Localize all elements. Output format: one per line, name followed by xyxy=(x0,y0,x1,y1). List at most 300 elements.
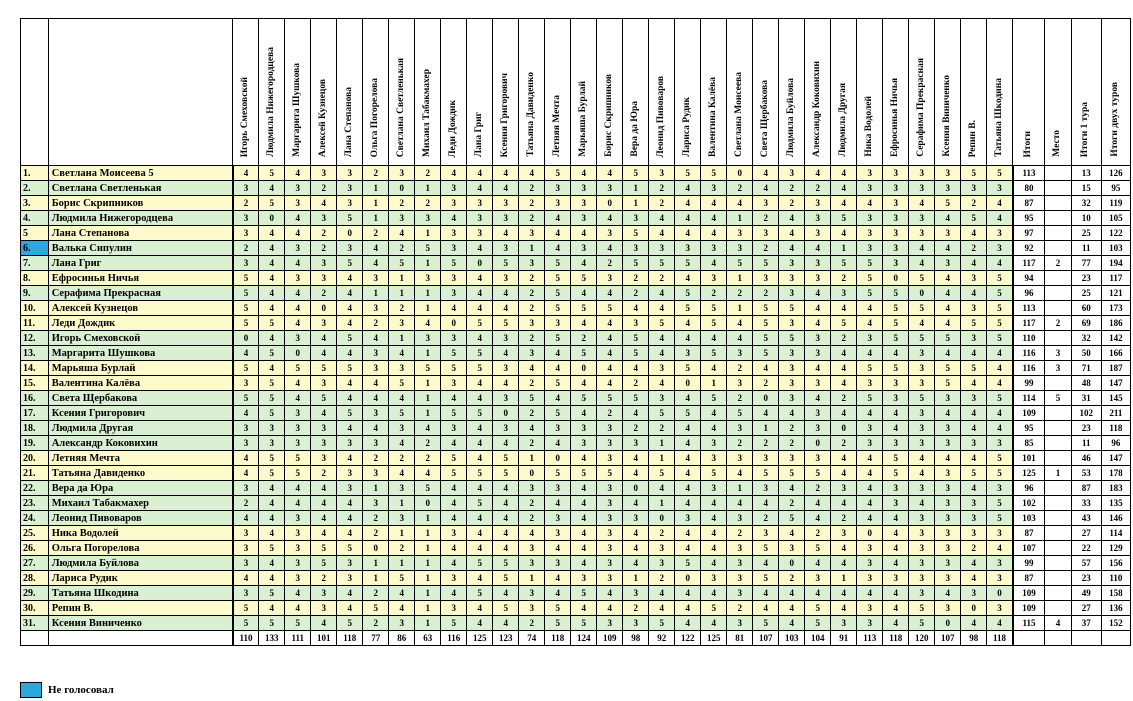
round1-total-cell: 46 xyxy=(1071,451,1101,466)
score-cell: 3 xyxy=(545,511,571,526)
score-cell: 5 xyxy=(493,451,519,466)
table-row xyxy=(21,211,1131,226)
score-cell: 3 xyxy=(857,226,883,241)
score-cell: 4 xyxy=(363,331,389,346)
score-cell: 5 xyxy=(987,391,1013,406)
score-cell: 4 xyxy=(909,196,935,211)
score-cell: 2 xyxy=(363,451,389,466)
score-cell: 5 xyxy=(441,616,467,631)
row-number: 7. xyxy=(21,256,49,271)
total-cell: 110 xyxy=(1013,331,1045,346)
score-cell: 4 xyxy=(259,526,285,541)
score-cell: 5 xyxy=(675,286,701,301)
score-cell: 4 xyxy=(259,601,285,616)
score-cell: 3 xyxy=(779,166,805,181)
two-round-total-cell: 135 xyxy=(1101,496,1130,511)
score-cell: 4 xyxy=(779,241,805,256)
score-cell: 3 xyxy=(961,331,987,346)
score-cell: 4 xyxy=(467,436,493,451)
score-cell: 3 xyxy=(753,481,779,496)
score-cell: 2 xyxy=(519,181,545,196)
score-cell: 5 xyxy=(259,541,285,556)
score-cell: 4 xyxy=(233,466,259,481)
score-cell: 4 xyxy=(493,436,519,451)
score-cell: 4 xyxy=(753,166,779,181)
score-cell: 2 xyxy=(363,526,389,541)
score-cell: 5 xyxy=(831,256,857,271)
score-cell: 5 xyxy=(753,316,779,331)
score-cell: 1 xyxy=(519,571,545,586)
score-cell: 3 xyxy=(883,196,909,211)
score-cell: 3 xyxy=(597,481,623,496)
score-cell: 4 xyxy=(571,481,597,496)
score-cell: 5 xyxy=(675,361,701,376)
score-cell: 4 xyxy=(571,256,597,271)
score-cell: 3 xyxy=(805,406,831,421)
round1-total-cell: 25 xyxy=(1071,286,1101,301)
score-cell: 2 xyxy=(389,541,415,556)
participant-name: Ефросинья Ничья xyxy=(48,271,233,286)
score-cell: 4 xyxy=(779,616,805,631)
row-number: 4. xyxy=(21,211,49,226)
score-cell: 4 xyxy=(987,616,1013,631)
score-cell: 4 xyxy=(831,181,857,196)
column-total-cell: 74 xyxy=(519,631,545,646)
two-round-total-cell: 152 xyxy=(1101,616,1130,631)
score-cell: 5 xyxy=(441,451,467,466)
score-cell: 4 xyxy=(701,406,727,421)
score-cell: 3 xyxy=(857,436,883,451)
score-cell: 4 xyxy=(467,541,493,556)
score-cell: 3 xyxy=(805,376,831,391)
score-cell: 5 xyxy=(493,601,519,616)
score-cell: 1 xyxy=(389,286,415,301)
score-cell: 3 xyxy=(311,256,337,271)
two-round-total-cell: 183 xyxy=(1101,481,1130,496)
score-cell: 4 xyxy=(467,271,493,286)
score-cell: 3 xyxy=(779,391,805,406)
score-cell: 4 xyxy=(805,556,831,571)
score-cell: 4 xyxy=(285,256,311,271)
score-cell: 5 xyxy=(649,406,675,421)
score-cell: 5 xyxy=(935,331,961,346)
score-cell: 3 xyxy=(519,346,545,361)
table-row xyxy=(21,571,1131,586)
score-cell: 4 xyxy=(727,496,753,511)
score-cell: 4 xyxy=(441,301,467,316)
score-cell: 4 xyxy=(571,406,597,421)
column-total-cell: 98 xyxy=(623,631,649,646)
score-cell: 1 xyxy=(727,271,753,286)
score-cell: 3 xyxy=(233,556,259,571)
score-cell: 3 xyxy=(935,166,961,181)
score-cell: 4 xyxy=(831,466,857,481)
score-cell: 3 xyxy=(363,271,389,286)
legend-label: Не голосовал xyxy=(48,684,114,696)
score-cell: 3 xyxy=(311,271,337,286)
place-cell xyxy=(1045,286,1072,301)
score-cell: 5 xyxy=(883,331,909,346)
score-cell: 4 xyxy=(597,286,623,301)
score-cell: 4 xyxy=(597,331,623,346)
score-cell: 4 xyxy=(597,376,623,391)
score-cell: 4 xyxy=(311,616,337,631)
column-header xyxy=(233,19,259,166)
score-cell: 3 xyxy=(961,301,987,316)
score-cell: 4 xyxy=(753,406,779,421)
place-cell xyxy=(1045,436,1072,451)
score-cell: 3 xyxy=(415,211,441,226)
round1-total-cell: 23 xyxy=(1071,571,1101,586)
score-cell: 3 xyxy=(233,541,259,556)
score-cell: 5 xyxy=(623,346,649,361)
score-cell: 4 xyxy=(545,496,571,511)
score-cell: 3 xyxy=(519,226,545,241)
score-cell: 2 xyxy=(311,571,337,586)
score-cell: 4 xyxy=(259,271,285,286)
score-cell: 3 xyxy=(597,526,623,541)
score-cell: 5 xyxy=(623,331,649,346)
score-cell: 0 xyxy=(259,211,285,226)
score-cell: 1 xyxy=(415,556,441,571)
score-cell: 5 xyxy=(337,616,363,631)
score-cell: 4 xyxy=(467,526,493,541)
score-cell: 3 xyxy=(519,601,545,616)
column-total-cell: 120 xyxy=(909,631,935,646)
score-cell: 1 xyxy=(415,391,441,406)
total-cell: 95 xyxy=(1013,421,1045,436)
column-total-cell: 107 xyxy=(935,631,961,646)
score-cell: 5 xyxy=(987,511,1013,526)
column-total-cell: 123 xyxy=(493,631,519,646)
score-cell: 4 xyxy=(649,211,675,226)
score-cell: 4 xyxy=(831,301,857,316)
score-cell: 0 xyxy=(545,451,571,466)
score-cell: 2 xyxy=(311,181,337,196)
score-cell: 3 xyxy=(779,271,805,286)
score-cell: 4 xyxy=(493,586,519,601)
row-number: 14. xyxy=(21,361,49,376)
score-cell: 1 xyxy=(363,556,389,571)
score-cell: 4 xyxy=(753,496,779,511)
score-cell: 3 xyxy=(311,601,337,616)
score-cell: 4 xyxy=(675,226,701,241)
score-cell: 3 xyxy=(623,511,649,526)
round1-total-cell: 50 xyxy=(1071,346,1101,361)
score-cell: 3 xyxy=(935,466,961,481)
score-cell: 4 xyxy=(961,346,987,361)
score-cell: 3 xyxy=(597,181,623,196)
score-cell: 2 xyxy=(779,196,805,211)
place-cell xyxy=(1045,571,1072,586)
score-cell: 3 xyxy=(961,271,987,286)
score-cell: 2 xyxy=(753,376,779,391)
two-round-total-cell: 122 xyxy=(1101,226,1130,241)
score-cell: 4 xyxy=(675,391,701,406)
header-row xyxy=(21,19,1131,166)
score-cell: 3 xyxy=(389,211,415,226)
score-cell: 4 xyxy=(467,301,493,316)
score-cell: 3 xyxy=(935,571,961,586)
score-cell: 4 xyxy=(467,166,493,181)
two-round-total-cell: 147 xyxy=(1101,376,1130,391)
score-cell: 5 xyxy=(675,406,701,421)
two-round-total-cell: 158 xyxy=(1101,586,1130,601)
score-cell: 5 xyxy=(675,301,701,316)
score-cell: 3 xyxy=(571,571,597,586)
score-cell: 4 xyxy=(363,421,389,436)
score-cell: 5 xyxy=(285,466,311,481)
column-header xyxy=(441,19,467,166)
score-cell: 4 xyxy=(545,226,571,241)
score-cell: 4 xyxy=(675,436,701,451)
score-cell: 0 xyxy=(649,511,675,526)
column-header-label: Алексей Кузнецов xyxy=(317,78,328,157)
score-cell: 3 xyxy=(857,211,883,226)
score-cell: 4 xyxy=(883,346,909,361)
score-cell: 3 xyxy=(597,451,623,466)
score-cell: 3 xyxy=(519,586,545,601)
score-cell: 4 xyxy=(649,286,675,301)
score-cell: 3 xyxy=(831,481,857,496)
two-round-total-cell: 117 xyxy=(1101,271,1130,286)
score-cell: 2 xyxy=(727,391,753,406)
score-cell: 3 xyxy=(883,211,909,226)
score-cell: 4 xyxy=(467,571,493,586)
score-cell: 3 xyxy=(987,571,1013,586)
score-cell: 5 xyxy=(623,391,649,406)
score-cell: 3 xyxy=(805,211,831,226)
round1-total-cell: 10 xyxy=(1071,211,1101,226)
score-cell: 4 xyxy=(831,556,857,571)
score-cell: 3 xyxy=(727,376,753,391)
score-cell: 4 xyxy=(779,586,805,601)
score-cell: 4 xyxy=(909,256,935,271)
score-cell: 3 xyxy=(311,421,337,436)
score-cell: 4 xyxy=(597,586,623,601)
score-cell: 4 xyxy=(701,361,727,376)
score-cell: 4 xyxy=(493,346,519,361)
score-cell: 3 xyxy=(909,436,935,451)
table-row xyxy=(21,241,1131,256)
total-cell: 116 xyxy=(1013,346,1045,361)
place-cell xyxy=(1045,301,1072,316)
score-cell: 0 xyxy=(909,286,935,301)
participant-name: Светлана Моисеева 5 xyxy=(48,166,233,181)
score-cell: 4 xyxy=(701,256,727,271)
score-cell: 4 xyxy=(467,421,493,436)
score-cell: 3 xyxy=(753,196,779,211)
round1-total-cell: 23 xyxy=(1071,271,1101,286)
round1-total-cell: 15 xyxy=(1071,181,1101,196)
score-cell: 4 xyxy=(675,331,701,346)
score-cell: 4 xyxy=(779,526,805,541)
score-cell: 4 xyxy=(571,451,597,466)
score-cell: 2 xyxy=(519,496,545,511)
score-cell: 4 xyxy=(467,511,493,526)
score-cell: 4 xyxy=(675,181,701,196)
score-cell: 3 xyxy=(545,181,571,196)
score-cell: 4 xyxy=(779,211,805,226)
table-body xyxy=(21,166,1131,646)
participant-name: Марьяша Бурлай xyxy=(48,361,233,376)
score-cell: 3 xyxy=(909,571,935,586)
score-cell: 3 xyxy=(701,271,727,286)
score-cell: 2 xyxy=(831,436,857,451)
score-cell: 2 xyxy=(389,196,415,211)
score-cell: 2 xyxy=(753,241,779,256)
summary-header xyxy=(1101,19,1130,166)
score-cell: 2 xyxy=(311,241,337,256)
score-cell: 4 xyxy=(961,571,987,586)
score-cell: 4 xyxy=(389,346,415,361)
score-cell: 2 xyxy=(727,601,753,616)
score-cell: 4 xyxy=(935,346,961,361)
score-cell: 3 xyxy=(597,541,623,556)
score-cell: 1 xyxy=(415,571,441,586)
column-header-label: Ксения Виниченко xyxy=(941,75,952,157)
score-cell: 4 xyxy=(285,166,311,181)
score-cell: 4 xyxy=(649,601,675,616)
score-cell: 4 xyxy=(259,286,285,301)
score-cell: 5 xyxy=(259,451,285,466)
score-cell: 5 xyxy=(493,556,519,571)
score-cell: 5 xyxy=(363,601,389,616)
score-cell: 0 xyxy=(285,346,311,361)
score-cell: 4 xyxy=(831,406,857,421)
score-cell: 4 xyxy=(857,496,883,511)
score-cell: 4 xyxy=(363,241,389,256)
empty-cell xyxy=(1071,631,1101,646)
score-cell: 3 xyxy=(493,361,519,376)
participant-name: Людмила Буйлова xyxy=(48,556,233,571)
score-cell: 3 xyxy=(727,346,753,361)
score-cell: 4 xyxy=(597,316,623,331)
score-cell: 3 xyxy=(805,421,831,436)
place-cell xyxy=(1045,181,1072,196)
score-cell: 2 xyxy=(623,601,649,616)
place-cell xyxy=(1045,241,1072,256)
score-cell: 3 xyxy=(441,286,467,301)
score-cell: 3 xyxy=(701,481,727,496)
column-header xyxy=(259,19,285,166)
score-cell: 3 xyxy=(883,496,909,511)
row-number: 3. xyxy=(21,196,49,211)
score-cell: 4 xyxy=(233,406,259,421)
column-total-cell: 122 xyxy=(675,631,701,646)
place-cell xyxy=(1045,211,1072,226)
column-header-label: Леонид Пивоваров xyxy=(655,75,666,157)
score-cell: 5 xyxy=(415,241,441,256)
score-cell: 4 xyxy=(779,226,805,241)
score-cell: 4 xyxy=(857,301,883,316)
score-cell: 4 xyxy=(467,241,493,256)
row-number: 16. xyxy=(21,391,49,406)
score-cell: 4 xyxy=(831,166,857,181)
score-cell: 5 xyxy=(857,256,883,271)
score-cell: 0 xyxy=(831,421,857,436)
participant-name: Ника Водолей xyxy=(48,526,233,541)
score-cell: 4 xyxy=(493,301,519,316)
score-cell: 3 xyxy=(649,361,675,376)
row-number: 27. xyxy=(21,556,49,571)
column-header-label: Людмила Нижегородцева xyxy=(265,47,276,157)
score-cell: 3 xyxy=(467,196,493,211)
score-cell: 5 xyxy=(545,256,571,271)
score-cell: 4 xyxy=(285,586,311,601)
score-cell: 5 xyxy=(337,331,363,346)
score-cell: 5 xyxy=(467,316,493,331)
two-round-total-cell: 105 xyxy=(1101,211,1130,226)
score-cell: 4 xyxy=(857,316,883,331)
score-cell: 3 xyxy=(857,376,883,391)
column-total-cell: 118 xyxy=(883,631,909,646)
score-cell: 1 xyxy=(389,331,415,346)
place-cell xyxy=(1045,511,1072,526)
score-cell: 5 xyxy=(233,616,259,631)
score-cell: 1 xyxy=(519,451,545,466)
score-cell: 2 xyxy=(233,241,259,256)
score-cell: 1 xyxy=(727,301,753,316)
score-cell: 2 xyxy=(805,181,831,196)
score-cell: 2 xyxy=(519,271,545,286)
round1-total-cell: 71 xyxy=(1071,361,1101,376)
two-round-total-cell: 119 xyxy=(1101,196,1130,211)
column-header-label: Игорь Смеховской xyxy=(239,76,250,157)
column-header xyxy=(909,19,935,166)
score-cell: 4 xyxy=(649,481,675,496)
score-cell: 4 xyxy=(805,286,831,301)
legend xyxy=(20,682,114,698)
score-cell: 3 xyxy=(649,391,675,406)
score-cell: 5 xyxy=(467,466,493,481)
score-cell: 3 xyxy=(649,541,675,556)
score-cell: 5 xyxy=(909,391,935,406)
score-cell: 0 xyxy=(727,166,753,181)
score-cell: 4 xyxy=(857,406,883,421)
score-cell: 3 xyxy=(571,436,597,451)
score-cell: 3 xyxy=(909,586,935,601)
total-cell: 94 xyxy=(1013,271,1045,286)
two-round-total-cell: 103 xyxy=(1101,241,1130,256)
row-number: 30. xyxy=(21,601,49,616)
score-cell: 3 xyxy=(545,556,571,571)
score-cell: 3 xyxy=(909,361,935,376)
score-cell: 3 xyxy=(571,241,597,256)
score-cell: 2 xyxy=(519,436,545,451)
column-total-cell: 125 xyxy=(701,631,727,646)
round1-total-cell: 37 xyxy=(1071,616,1101,631)
score-cell: 0 xyxy=(961,601,987,616)
score-cell: 5 xyxy=(961,466,987,481)
score-cell: 3 xyxy=(597,616,623,631)
column-total-cell: 91 xyxy=(831,631,857,646)
score-cell: 2 xyxy=(753,286,779,301)
score-cell: 3 xyxy=(571,181,597,196)
total-cell: 115 xyxy=(1013,616,1045,631)
score-cell: 4 xyxy=(935,286,961,301)
total-cell: 99 xyxy=(1013,556,1045,571)
score-cell: 4 xyxy=(701,511,727,526)
score-cell: 3 xyxy=(857,601,883,616)
score-cell: 3 xyxy=(909,406,935,421)
table-row xyxy=(21,586,1131,601)
score-cell: 4 xyxy=(701,526,727,541)
score-cell: 4 xyxy=(337,601,363,616)
score-cell: 4 xyxy=(233,571,259,586)
score-cell: 0 xyxy=(233,331,259,346)
two-round-total-cell: 187 xyxy=(1101,361,1130,376)
